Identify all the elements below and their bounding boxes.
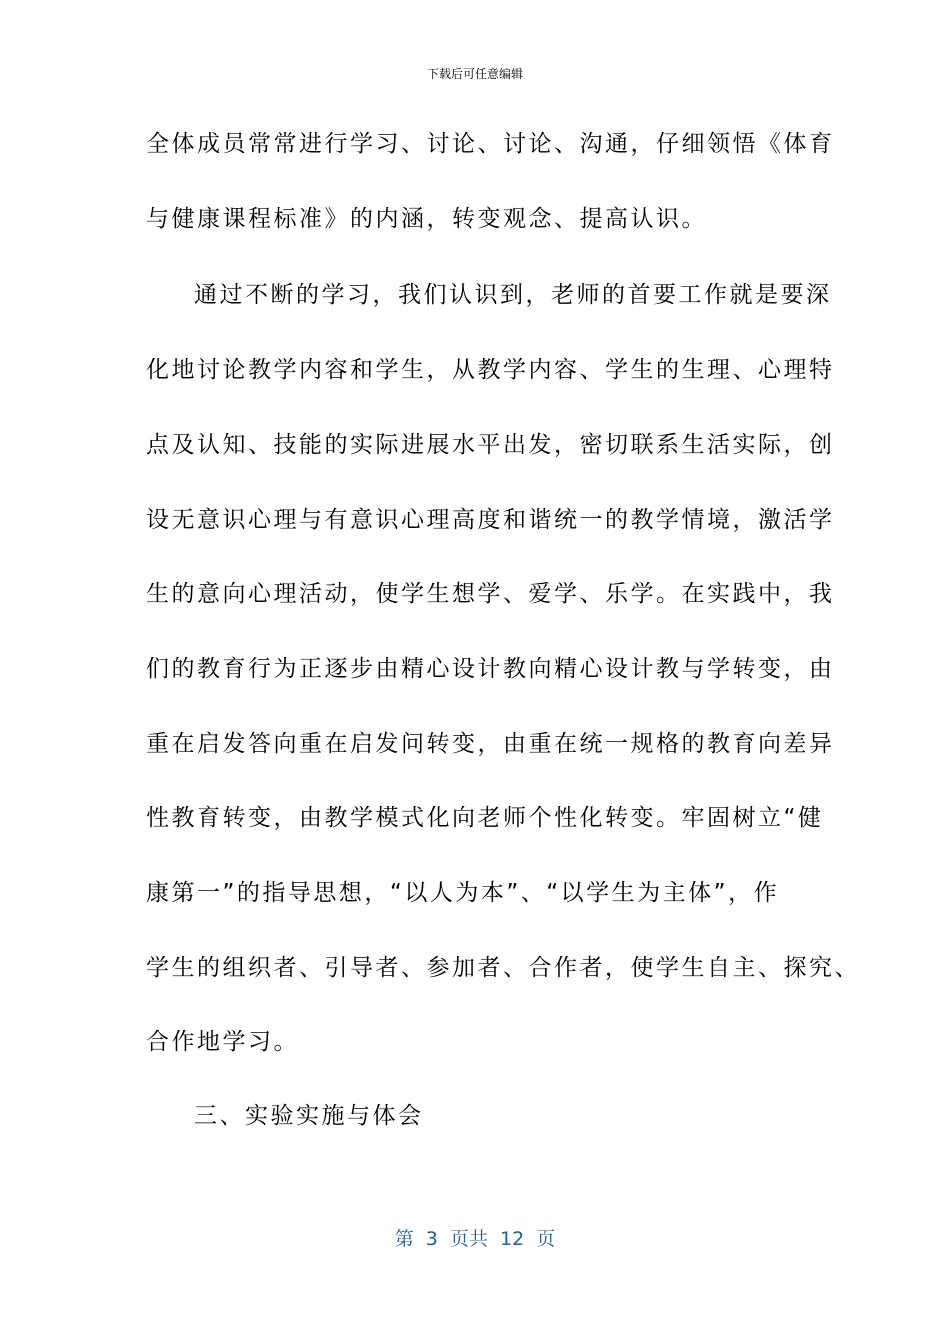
body-line-3: 通过不断的学习，我们认识到，老师的首要工作就是要深 bbox=[194, 282, 832, 308]
page-header: 下载后可任意编辑 bbox=[426, 67, 523, 81]
body-line-13: 合作地学习。 bbox=[146, 1029, 299, 1055]
body-line-7: 生的意向心理活动，使学生想学、爱学、乐学。在实践中，我 bbox=[146, 581, 835, 607]
body-line-9: 重在启发答向重在启发问转变，由重在统一规格的教育向差异 bbox=[146, 731, 835, 757]
body-line-10: 性教育转变，由教学模式化向老师个性化转变。牢固树立“健 bbox=[146, 805, 824, 831]
body-line-11: 康第一”的指导思想，“以人为本”、“以学生为主体”，作 bbox=[146, 880, 780, 906]
body-line-4: 化地讨论教学内容和学生，从教学内容、学生的生理、心理特 bbox=[146, 357, 835, 383]
body-line-5: 点及认知、技能的实际进展水平出发，密切联系生活实际，创 bbox=[146, 432, 835, 458]
section-heading: 三、实验实施与体会 bbox=[194, 1103, 424, 1129]
body-line-2: 与健康课程标准》的内涵，转变观念、提高认识。 bbox=[146, 206, 707, 232]
body-line-6: 设无意识心理与有意识心理高度和谐统一的教学情境，激活学 bbox=[146, 507, 835, 533]
body-line-1: 全体成员常常进行学习、讨论、讨论、沟通，仔细领悟《体育 bbox=[146, 131, 835, 157]
body-line-12: 学生的组织者、引导者、参加者、合作者，使学生自主、探究、 bbox=[146, 955, 860, 981]
body-line-8: 们的教育行为正逐步由精心设计教向精心设计教与学转变，由 bbox=[146, 656, 835, 682]
page-number-footer: 第 3 页共 12 页 bbox=[394, 1228, 556, 1250]
